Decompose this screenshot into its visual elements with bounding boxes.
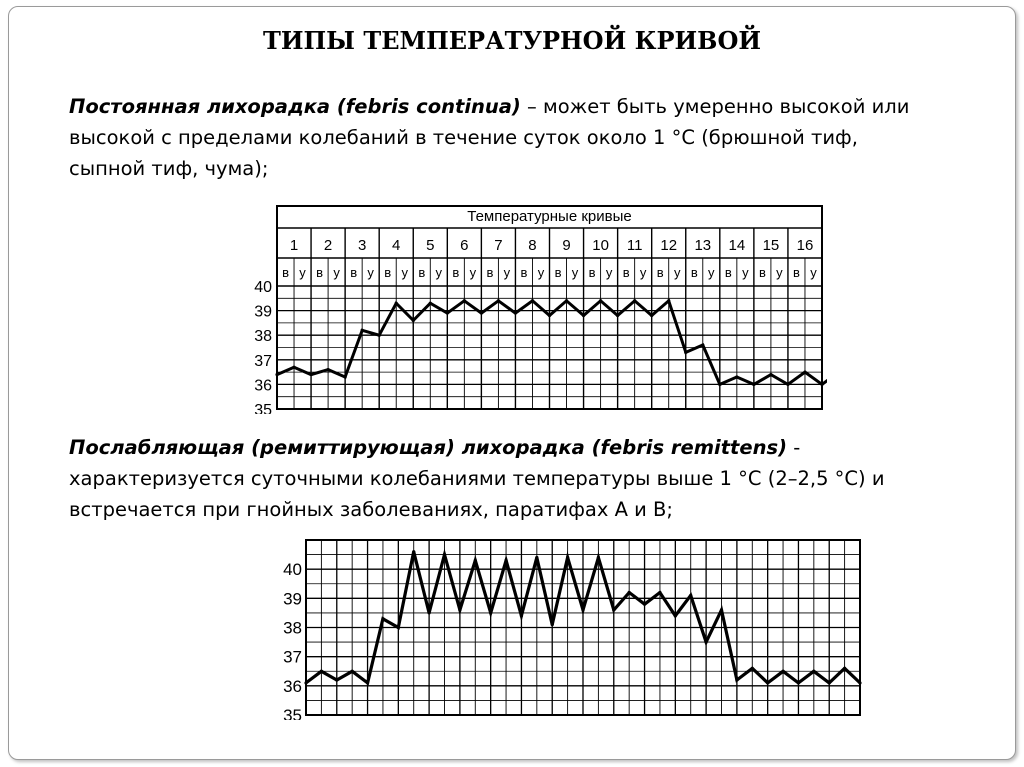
data-point — [689, 594, 692, 597]
slot-label: у — [571, 265, 579, 280]
slot-label: в — [486, 265, 494, 280]
data-point — [309, 373, 312, 376]
day-label: 4 — [392, 237, 401, 254]
day-label: 2 — [323, 237, 333, 254]
slot-label: в — [588, 265, 596, 280]
slot-label: у — [435, 265, 443, 280]
data-point — [701, 343, 704, 346]
y-tick-label: 36 — [283, 676, 302, 696]
data-point — [497, 299, 500, 302]
slot-label: в — [520, 265, 528, 280]
data-point — [667, 299, 670, 302]
day-label: 5 — [426, 237, 435, 254]
data-point — [566, 556, 569, 559]
day-label: 7 — [494, 237, 503, 254]
data-point — [463, 299, 466, 302]
slot-label: у — [299, 265, 306, 280]
data-point — [489, 611, 492, 614]
data-point — [326, 368, 329, 371]
data-point — [751, 667, 754, 670]
data-point — [429, 302, 432, 305]
slot-label: в — [656, 265, 664, 280]
data-point — [378, 334, 381, 337]
data-point — [735, 375, 738, 378]
slot-label: у — [537, 265, 545, 280]
y-tick-label: 40 — [254, 279, 272, 296]
data-point — [766, 681, 769, 684]
data-point — [828, 681, 831, 684]
day-label: 1 — [289, 237, 299, 254]
data-point — [443, 553, 446, 556]
data-point — [797, 681, 800, 684]
day-label: 11 — [626, 237, 643, 254]
slot-label: в — [622, 265, 630, 280]
data-point — [520, 614, 523, 617]
data-point — [335, 678, 338, 681]
data-point — [582, 314, 585, 317]
data-point — [351, 670, 354, 673]
data-point — [705, 640, 708, 643]
data-point — [504, 559, 507, 562]
data-point — [650, 314, 653, 317]
data-point — [361, 329, 364, 332]
y-tick-label: 37 — [254, 352, 272, 370]
data-point — [535, 556, 538, 559]
y-tick-label: 40 — [283, 560, 302, 580]
day-label: 10 — [592, 237, 609, 254]
day-label: 13 — [694, 237, 712, 254]
data-point — [458, 608, 461, 611]
chart-febris-continua — [242, 202, 827, 414]
data-point — [612, 608, 615, 611]
data-point — [735, 678, 738, 681]
data-point — [752, 383, 755, 386]
day-label: 9 — [562, 237, 571, 254]
slot-label: в — [282, 265, 289, 280]
data-point — [597, 556, 600, 559]
paragraph-text: встречается при гнойных заболеваниях, паратифах А и В; — [69, 498, 673, 521]
data-point — [858, 681, 861, 684]
chart-febris-remittens — [268, 528, 870, 720]
data-point — [412, 550, 415, 553]
y-tick-label: 38 — [283, 618, 302, 638]
chart-title: Температурные кривые — [467, 208, 632, 225]
data-point — [304, 681, 307, 684]
data-point — [718, 383, 721, 386]
data-point — [599, 299, 602, 302]
data-point — [366, 681, 369, 684]
paragraph-text: характеризуется суточными колебаниями температуры выше 1 °С (2–2,5 °С) и — [69, 467, 885, 490]
slot-label: в — [350, 265, 358, 280]
slot-label: у — [708, 265, 715, 280]
slot-label: в — [316, 265, 324, 280]
paragraph-text: сыпной тиф, чума); — [69, 157, 269, 180]
data-point — [344, 375, 347, 378]
data-point — [684, 351, 687, 354]
y-tick-label: 38 — [254, 328, 272, 346]
data-point — [292, 366, 295, 369]
day-label: 3 — [357, 237, 367, 254]
slot-label: у — [742, 265, 749, 280]
data-point — [275, 373, 278, 376]
slot-label: в — [724, 265, 732, 280]
data-point — [395, 302, 398, 305]
data-point — [812, 670, 815, 673]
data-point — [381, 617, 384, 620]
data-point — [446, 311, 449, 314]
data-point — [616, 314, 619, 317]
data-point — [643, 603, 646, 606]
slot-label: в — [554, 265, 562, 280]
y-tick-label: 35 — [283, 706, 302, 720]
slot-label: у — [810, 265, 817, 280]
paragraph-text: – может быть умеренно высокой или — [520, 95, 910, 118]
slot-label: у — [469, 265, 477, 280]
y-tick-label: 39 — [283, 589, 302, 609]
data-point — [720, 608, 723, 611]
data-point — [803, 371, 806, 374]
term-febris-continua: Постоянная лихорадка (febris continua) — [69, 95, 521, 118]
data-point — [581, 608, 584, 611]
data-point — [474, 559, 477, 562]
slot-label: у — [333, 265, 340, 280]
day-label: 12 — [660, 237, 678, 254]
day-label: 16 — [796, 237, 814, 254]
slot-label: в — [690, 265, 698, 280]
data-point — [633, 299, 636, 302]
data-point — [480, 311, 483, 314]
slot-label: в — [758, 265, 766, 280]
slot-label: у — [605, 265, 613, 280]
data-point — [548, 314, 551, 317]
data-point — [769, 373, 772, 376]
slot-label: в — [793, 265, 800, 280]
slot-label: у — [639, 265, 647, 280]
data-point — [551, 623, 554, 626]
data-point — [658, 591, 661, 594]
slot-label: у — [503, 265, 511, 280]
data-point — [531, 299, 534, 302]
slot-label: у — [673, 265, 681, 280]
data-point — [428, 611, 431, 614]
slot-label: в — [384, 265, 392, 280]
data-point — [397, 626, 400, 629]
paragraph-text: высокой с пределами колебаний в течение суток около 1 °С (брюшной тиф, — [69, 126, 858, 149]
y-tick-label: 36 — [254, 377, 272, 395]
y-tick-label: 35 — [254, 402, 272, 414]
day-label: 15 — [762, 237, 780, 254]
day-label: 6 — [460, 237, 469, 254]
y-tick-label: 39 — [254, 303, 272, 321]
day-label: 8 — [528, 237, 537, 254]
data-point — [565, 299, 568, 302]
data-point — [412, 319, 415, 322]
data-point — [628, 591, 631, 594]
paragraph-febris-continua — [69, 91, 999, 184]
slot-label: в — [418, 265, 426, 280]
data-point — [781, 670, 784, 673]
term-febris-remittens: Послабляющая (ремиттирующая) лихорадка (febris remittens) — [69, 436, 788, 459]
slot-label: у — [776, 265, 783, 280]
data-point — [674, 614, 677, 617]
data-point — [320, 670, 323, 673]
data-point — [514, 311, 517, 314]
paragraph-febris-remittens — [69, 432, 999, 525]
slot-label: у — [401, 265, 408, 280]
slot-label: в — [452, 265, 460, 280]
day-label: 14 — [728, 237, 746, 254]
data-point — [820, 383, 823, 386]
paragraph-text: - — [787, 436, 801, 459]
data-point — [786, 383, 789, 386]
slot-label: у — [367, 265, 374, 280]
slide-title: ТИПЫ ТЕМПЕРАТУРНОЙ КРИВОЙ — [262, 26, 762, 55]
y-tick-label: 37 — [283, 647, 302, 667]
data-point — [843, 667, 846, 670]
